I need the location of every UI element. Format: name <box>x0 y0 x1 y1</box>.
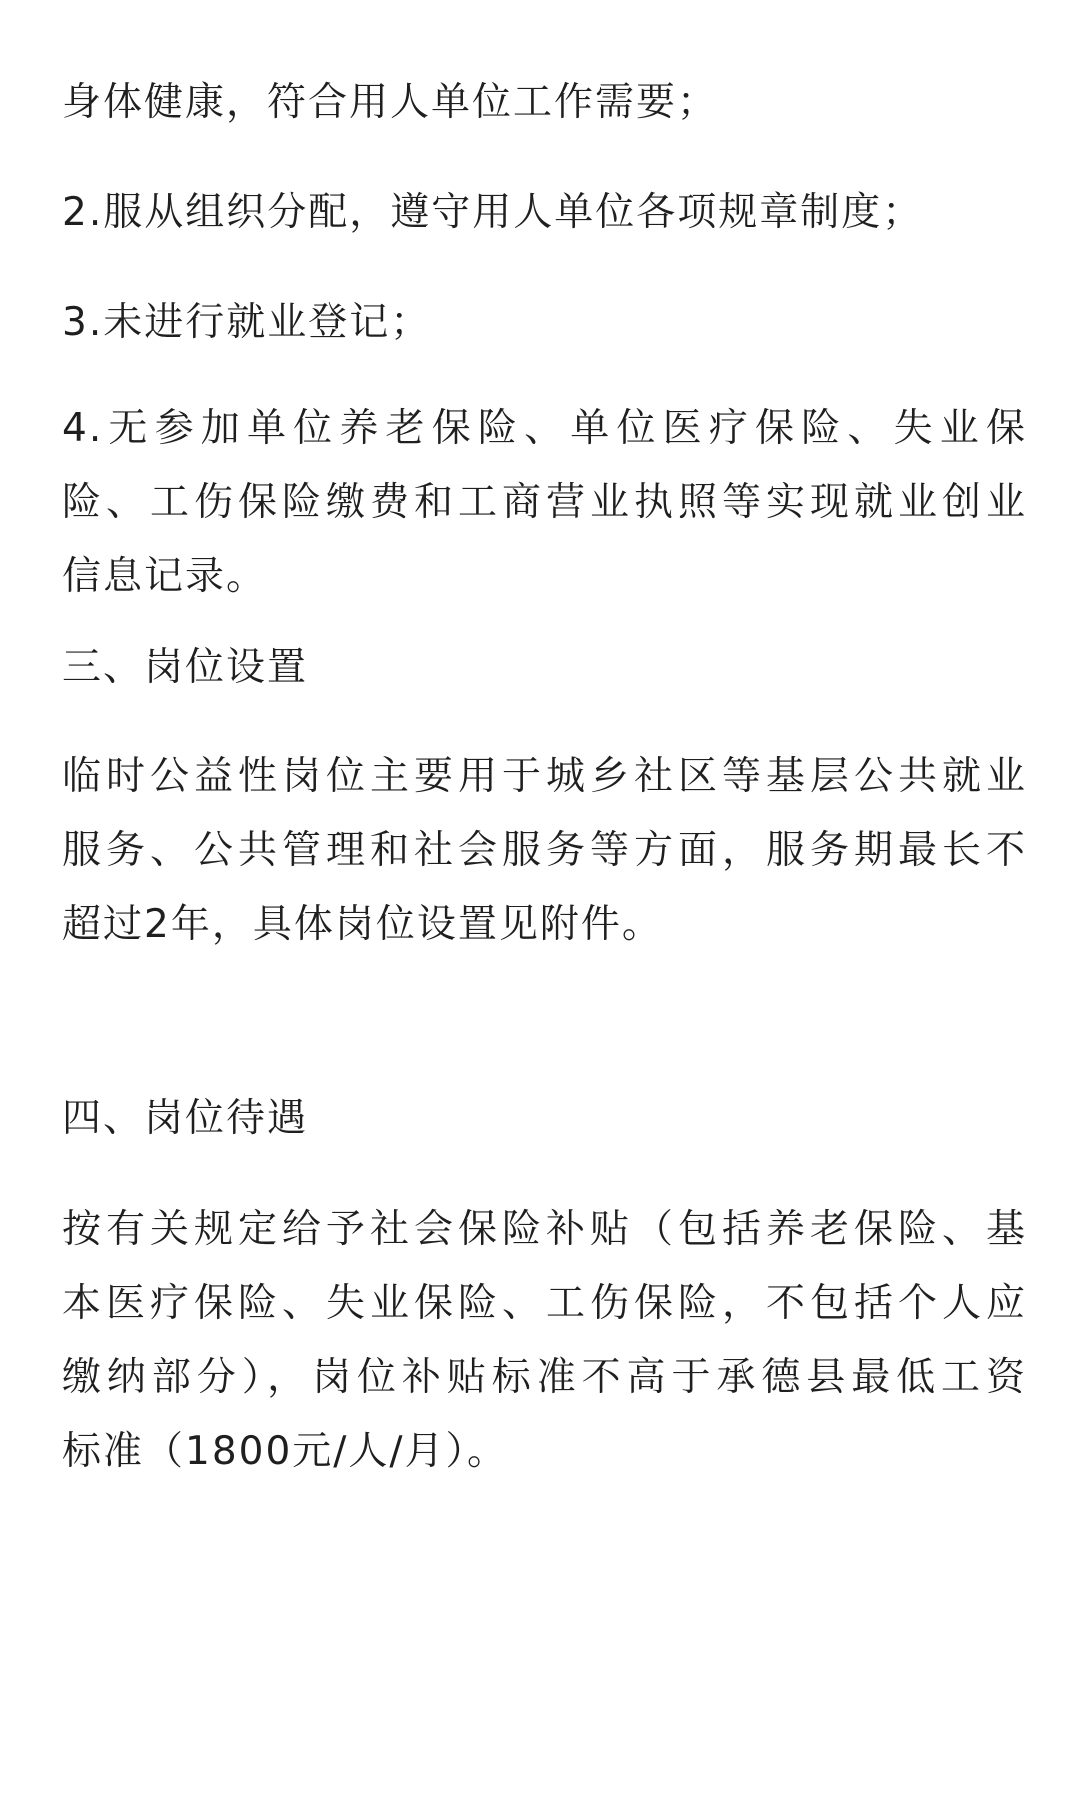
text-line: 三、岗位设置 <box>62 645 309 690</box>
requirement-3 <box>62 286 1027 360</box>
text-line: 四、岗位待遇 <box>62 1096 309 1141</box>
section-3-body <box>62 740 1027 962</box>
text-line: 超过2年，具体岗位设置见附件。 <box>62 902 663 947</box>
requirement-2 <box>62 176 1027 250</box>
section-4-body <box>62 1193 1027 1489</box>
requirement-4 <box>62 392 1027 614</box>
section-4-heading <box>62 1082 1027 1156</box>
text-line: 信息记录。 <box>62 554 268 599</box>
requirement-health <box>62 66 1027 140</box>
text-line: 标准（1800元/人/月）。 <box>62 1429 509 1474</box>
text-line: 3.未进行就业登记； <box>62 300 432 345</box>
text-line: 按有关规定给予社会保险补贴（包括养老保险、基 <box>62 1207 1027 1252</box>
section-3-heading <box>62 631 1027 705</box>
text-line: 缴纳部分），岗位补贴标准不高于承德县最低工资 <box>62 1355 1027 1400</box>
text-line: 身体健康，符合用人单位工作需要； <box>62 80 719 125</box>
text-line: 4.无参加单位养老保险、单位医疗保险、失业保 <box>62 406 1027 451</box>
text-line: 服务、公共管理和社会服务等方面，服务期最长不 <box>62 828 1027 873</box>
text-line: 2.服从组织分配，遵守用人单位各项规章制度； <box>62 190 924 235</box>
text-line: 本医疗保险、失业保险、工伤保险，不包括个人应 <box>62 1281 1027 1326</box>
text-line: 临时公益性岗位主要用于城乡社区等基层公共就业 <box>62 754 1027 799</box>
text-line: 险、工伤保险缴费和工商营业执照等实现就业创业 <box>62 480 1027 525</box>
